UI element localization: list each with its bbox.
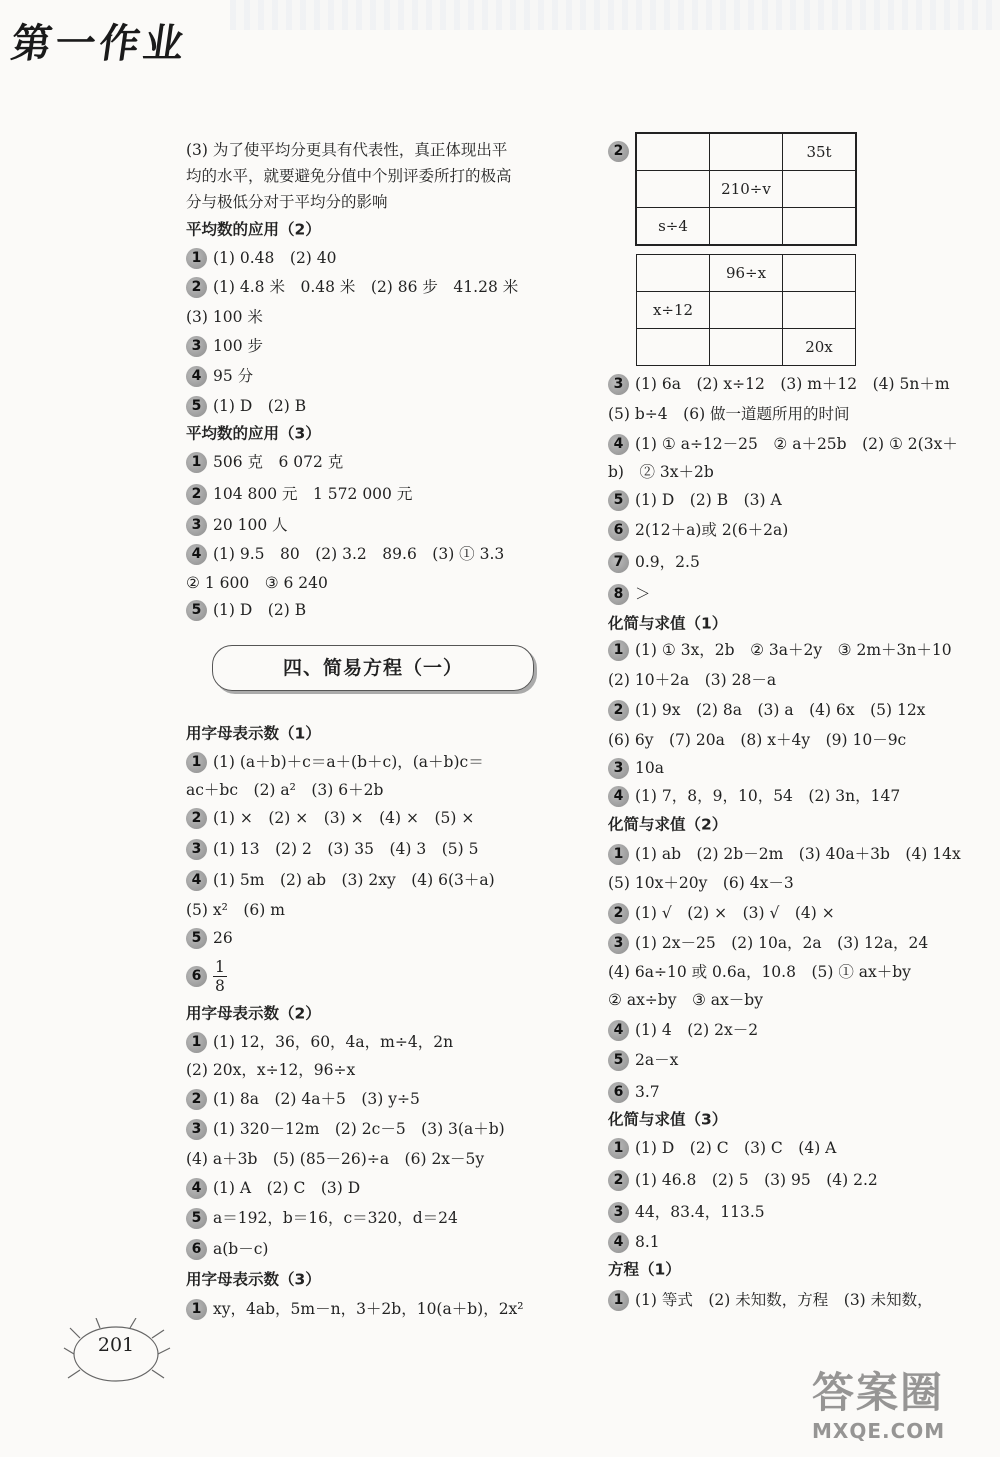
grid-cell: s÷4 (637, 208, 710, 245)
answer-line (608, 1230, 660, 1253)
answer-text: ② 1 600 ③ 6 240 (186, 574, 328, 592)
question-number-badge: 1 (608, 1138, 629, 1159)
section-heading (186, 722, 321, 745)
answer-text: xy，4ab，5m－n，3＋2b，10(a＋b)，2x² (213, 1300, 524, 1318)
answer-text: (3) 100 米 (186, 308, 263, 326)
answer-line (186, 958, 227, 995)
question-number-badge: 5 (608, 490, 629, 511)
question-number-badge: 4 (608, 786, 629, 807)
answer-text: (1) 46.8 (2) 5 (3) 95 (4) 2.2 (635, 1171, 878, 1189)
answer-text: (2) 20x，x÷12，96÷x (186, 1061, 356, 1079)
answer-text: (1) ① a÷12－25 ② a＋25b (2) ① 2(3x＋ (635, 435, 958, 453)
answer-text: (1) 2x－25 (2) 10a，2a (3) 12a，24 (635, 934, 929, 952)
question-number-badge: 6 (186, 966, 207, 987)
question-number-badge: 6 (608, 520, 629, 541)
question-number-badge: 3 (608, 374, 629, 395)
answer-line (186, 190, 388, 213)
answer-line (608, 1136, 836, 1159)
section-heading (608, 813, 727, 836)
answer-text: (1) D (2) C (3) C (4) A (635, 1139, 837, 1157)
question-number-badge: 1 (186, 752, 207, 773)
answer-text: a＝192，b＝16，c＝320，d＝24 (213, 1209, 458, 1227)
grid-cell (710, 329, 783, 366)
answer-text: (1) ① 3x，2b ② 3a＋2y ③ 2m＋3n＋10 (635, 641, 952, 659)
question-number-badge: 5 (186, 396, 207, 417)
answer-text: (1) 320－12m (2) 2c－5 (3) 3(a＋b) (213, 1120, 505, 1138)
answer-line (608, 432, 958, 455)
grid-cell: x÷12 (637, 292, 710, 329)
question-number-badge: 4 (608, 1020, 629, 1041)
fraction-denominator: 8 (215, 977, 225, 995)
answer-line (186, 542, 504, 565)
question-number-2 (608, 140, 635, 162)
answer-line (186, 1030, 453, 1053)
answer-line (186, 1087, 420, 1110)
watermark-main: 答案圈 (812, 1368, 945, 1417)
answer-line (186, 806, 474, 829)
answer-line (608, 1080, 660, 1103)
question-number-badge: 1 (186, 1032, 207, 1053)
question-number-badge: 3 (186, 1119, 207, 1140)
grid-cell (783, 171, 856, 208)
question-number-badge: 2 (608, 700, 629, 721)
answer-text: 化简与求值（1） (608, 614, 728, 633)
question-number-badge: 4 (186, 1178, 207, 1199)
answer-text: (1) (a＋b)＋c＝a＋(b＋c)，(a＋b)c＝ (213, 753, 484, 771)
section-heading (186, 1268, 321, 1291)
watermark-url: MXQE.COM (812, 1419, 946, 1443)
question-number-badge: 1 (186, 452, 207, 473)
grid-cell: 35t (783, 134, 856, 171)
answer-line (608, 784, 900, 807)
question-number-badge: 6 (608, 1082, 629, 1103)
answer-line (608, 1168, 878, 1191)
question-number-badge: 3 (186, 515, 207, 536)
answer-text: 104 800 元 1 572 000 元 (213, 485, 413, 503)
answer-text: (3) 为了使平均分更具有代表性，真正体现出平 (186, 141, 508, 159)
answer-line (608, 1018, 758, 1041)
answer-line (186, 898, 285, 921)
grid-cell (710, 208, 783, 245)
question-number-badge: 3 (608, 1202, 629, 1223)
answer-line (186, 1206, 458, 1229)
answer-line (186, 571, 328, 594)
question-number-badge: 3 (608, 933, 629, 954)
answer-text: 506 克 6 072 克 (213, 453, 344, 471)
answer-text: 平均数的应用（3） (186, 424, 321, 443)
grid-cell (637, 329, 710, 366)
grid-cell: 20x (783, 329, 856, 366)
answer-line (608, 988, 763, 1011)
question-number-badge: 2 (186, 277, 207, 298)
answer-text: (5) 10x＋20y (6) 4x－3 (608, 874, 794, 892)
answer-text: (1) 4.8 米 0.48 米 (2) 86 步 41.28 米 (213, 278, 519, 296)
answer-line (186, 246, 337, 269)
answer-text: (1) A (2) C (3) D (213, 1179, 361, 1197)
answer-line (608, 402, 850, 425)
answer-line (186, 1237, 268, 1260)
fraction-numerator: 1 (215, 958, 225, 976)
question-number-badge: 8 (608, 584, 629, 605)
answer-text: (1) ab (2) 2b－2m (3) 40a＋3b (4) 14x (635, 845, 961, 863)
question-number-badge: 2 (186, 808, 207, 829)
answer-line (186, 1176, 360, 1199)
answer-text: (1) 6a (2) x÷12 (3) m＋12 (4) 5n＋m (635, 375, 950, 393)
answer-text: 0.9，2.5 (635, 553, 700, 571)
answer-text: 44，83.4，113.5 (635, 1203, 765, 1221)
answer-text: (5) x² (6) m (186, 901, 285, 919)
question-number-badge: 5 (608, 1050, 629, 1071)
answer-text: 20 100 人 (213, 516, 288, 534)
answer-text: (4) 6a÷10 或 0.6a，10.8 (5) ① ax＋by (608, 963, 911, 981)
answer-line (608, 1048, 678, 1071)
grid-cell (637, 171, 710, 208)
answer-text: ac＋bc (2) a² (3) 6＋2b (186, 781, 384, 799)
question-number-badge: 1 (186, 1299, 207, 1320)
answer-line (186, 750, 484, 773)
grid-cell: 96÷x (710, 255, 783, 292)
answer-text: (1) × (2) × (3) × (4) × (5) × (213, 809, 475, 827)
question-number-badge: 5 (186, 600, 207, 621)
answer-text: ② ax÷by ③ ax－by (608, 991, 763, 1009)
grid-cell: 210÷v (710, 171, 783, 208)
answer-line (186, 1297, 524, 1320)
answer-text: (6) 6y (7) 20a (8) x＋4y (9) 10－9c (608, 731, 907, 749)
answer-line (608, 372, 950, 395)
answer-line (608, 728, 906, 751)
answer-text: (1) 7，8，9，10，54 (2) 3n，147 (635, 787, 901, 805)
question-number-badge: 2 (608, 1170, 629, 1191)
answer-text: 95 分 (213, 367, 254, 385)
book-title: 第一作业 (8, 21, 191, 67)
answer-line (608, 756, 664, 779)
answer-text: (1) 12，36，60，4a，m÷4，2n (213, 1033, 454, 1051)
answer-line (186, 334, 263, 357)
answer-text: 化简与求值（2） (608, 815, 728, 834)
question-number-badge: 7 (608, 552, 629, 573)
answer-line (608, 668, 776, 691)
answer-line (608, 1200, 765, 1223)
question-number-badge: 5 (186, 1208, 207, 1229)
answer-line (608, 488, 782, 511)
answer-line (186, 926, 233, 949)
page-number: 201 (97, 1334, 135, 1356)
answer-text: (1) 13 (2) 2 (3) 35 (4) 3 (5) 5 (213, 840, 479, 858)
answer-line (186, 778, 383, 801)
answer-text: 分与极低分对于平均分的影响 (186, 193, 388, 211)
answer-line (186, 482, 412, 505)
answer-text: (1) √ (2) × (3) √ (4) × (635, 904, 835, 922)
question-number-badge: 1 (608, 640, 629, 661)
answer-line (608, 842, 961, 865)
answer-text: 用字母表示数（1） (186, 724, 321, 743)
question-number-badge: 4 (608, 434, 629, 455)
question-number-badge: 5 (186, 928, 207, 949)
answer-line (186, 868, 495, 891)
answer-grid-1 (636, 133, 856, 245)
section-heading (186, 218, 321, 241)
section-heading (608, 1258, 681, 1281)
answer-line (186, 394, 306, 417)
question-number-badge: 4 (186, 544, 207, 565)
answer-line (186, 1058, 355, 1081)
answer-text: (1) 0.48 (2) 40 (213, 249, 337, 267)
answer-text: (4) a＋3b (5) (85－26)÷a (6) 2x－5y (186, 1150, 485, 1168)
question-number-badge: 6 (186, 1239, 207, 1260)
answer-text: a(b－c) (213, 1240, 269, 1258)
question-number-badge: 3 (608, 758, 629, 779)
answer-line (608, 638, 952, 661)
answer-line (608, 901, 835, 924)
answer-text: 100 步 (213, 337, 264, 355)
watermark (812, 1368, 992, 1453)
answer-line (608, 698, 925, 721)
grid-cell (783, 292, 856, 329)
question-number-badge: 2 (186, 1089, 207, 1110)
answer-text: (5) b÷4 (6) 做一道题所用的时间 (608, 405, 850, 423)
question-number-badge: 1 (608, 844, 629, 865)
answer-line (608, 550, 700, 573)
fraction (213, 958, 227, 995)
answer-line (186, 275, 518, 298)
answer-text: 平均数的应用（2） (186, 220, 321, 239)
sun-decoration-icon (60, 1318, 172, 1388)
answer-text: 10a (635, 759, 664, 777)
answer-line (186, 598, 306, 621)
section-heading (186, 422, 321, 445)
answer-text: ＞ (635, 585, 651, 603)
answer-line (186, 837, 478, 860)
section-heading (186, 1002, 321, 1025)
answer-text: (1) D (2) B (3) A (635, 491, 782, 509)
grid-cell (637, 255, 710, 292)
question-number-badge: 2 (608, 141, 629, 162)
answer-text: (2) 10＋2a (3) 28－a (608, 671, 777, 689)
answer-text: (1) D (2) B (213, 397, 307, 415)
answer-line (608, 518, 788, 541)
answer-line (608, 460, 714, 483)
section-heading (608, 612, 727, 635)
answer-text: (1) 等式 (2) 未知数，方程 (3) 未知数， (635, 1291, 933, 1309)
answer-line (608, 582, 651, 605)
answer-line (186, 1147, 484, 1170)
answer-text: 2a－x (635, 1051, 679, 1069)
answer-text: 3.7 (635, 1083, 660, 1101)
answer-text: (1) 4 (2) 2x－2 (635, 1021, 759, 1039)
section-heading (608, 1108, 727, 1131)
answer-text: 2(12＋a)或 2(6＋2a) (635, 521, 789, 539)
grid-cell (783, 255, 856, 292)
grid-cell (637, 134, 710, 171)
answer-line (186, 305, 263, 328)
header-band (230, 0, 1000, 30)
answer-text: 8.1 (635, 1233, 660, 1251)
answer-line (608, 960, 911, 983)
answer-text: 用字母表示数（2） (186, 1004, 321, 1023)
grid-cell (710, 292, 783, 329)
answer-text: 用字母表示数（3） (186, 1270, 321, 1289)
answer-text: 化简与求值（3） (608, 1110, 728, 1129)
question-number-badge: 2 (186, 484, 207, 505)
answer-text: 均的水平，就要避免分值中个别评委所打的极高 (186, 167, 512, 185)
answer-text: (1) 9x (2) 8a (3) a (4) 6x (5) 12x (635, 701, 926, 719)
question-number-badge: 4 (186, 870, 207, 891)
answer-text: b) ② 3x＋2b (608, 463, 714, 481)
answer-line (186, 450, 343, 473)
question-number-badge: 3 (186, 336, 207, 357)
answer-text: (1) 9.5 80 (2) 3.2 89.6 (3) ① 3.3 (213, 545, 505, 563)
answer-text: 26 (213, 929, 233, 947)
question-number-badge: 3 (186, 839, 207, 860)
answer-line (186, 164, 512, 187)
answer-text: (1) 8a (2) 4a＋5 (3) y÷5 (213, 1090, 420, 1108)
question-number-badge: 1 (186, 248, 207, 269)
question-number-badge: 2 (608, 903, 629, 924)
answer-line (186, 513, 288, 536)
question-number-badge: 4 (186, 366, 207, 387)
chapter-banner: 四、简易方程（一） (212, 645, 534, 691)
answer-line (608, 931, 928, 954)
question-number-badge: 4 (608, 1232, 629, 1253)
answer-line (186, 1117, 505, 1140)
grid-cell (710, 134, 783, 171)
answer-text: (1) 5m (2) ab (3) 2xy (4) 6(3＋a) (213, 871, 495, 889)
answer-text: (1) D (2) B (213, 601, 307, 619)
question-number-badge: 1 (608, 1290, 629, 1311)
answer-line (608, 871, 794, 894)
answer-line (186, 138, 507, 161)
answer-text: 方程（1） (608, 1260, 681, 1279)
answer-grid-2 (636, 254, 856, 366)
answer-line (186, 364, 253, 387)
answer-line (608, 1288, 933, 1311)
grid-cell (783, 208, 856, 245)
